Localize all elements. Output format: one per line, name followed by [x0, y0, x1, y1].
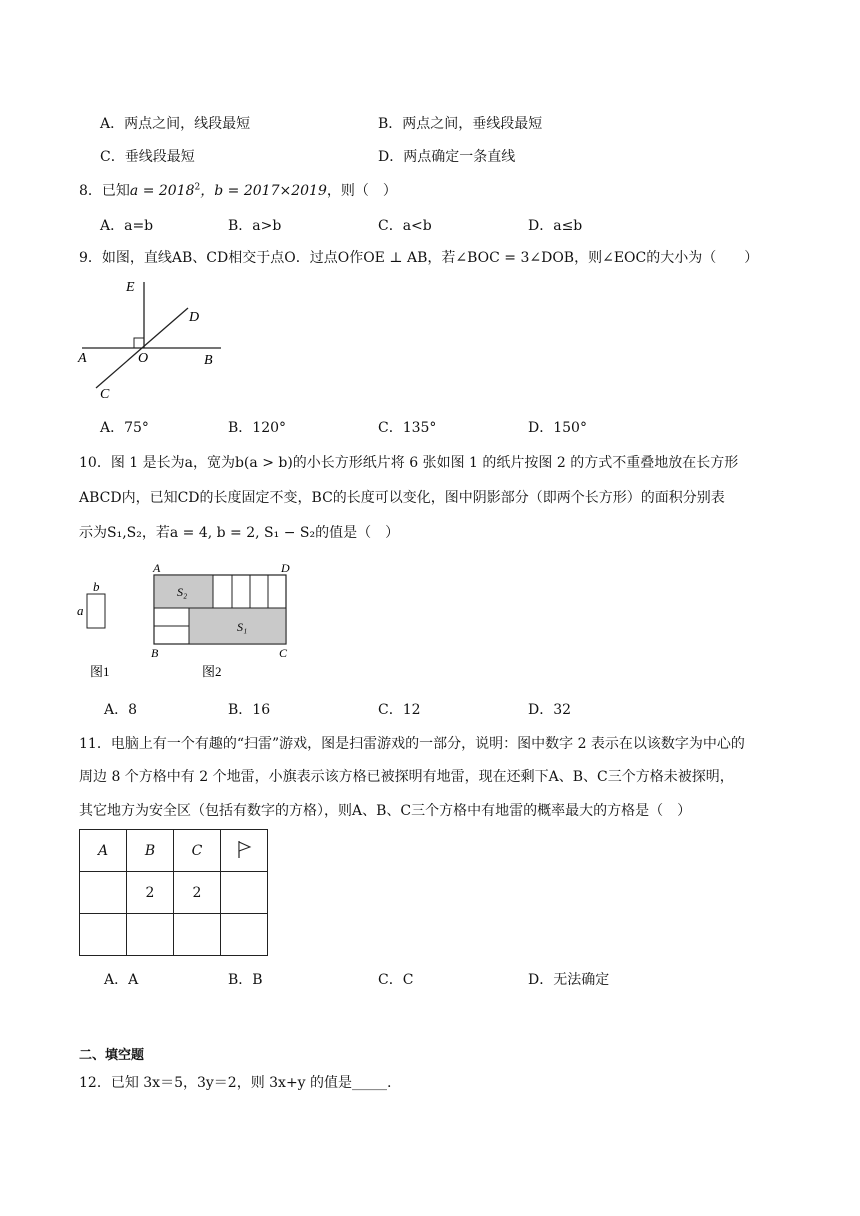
q8-option-c: C．a<b — [378, 218, 432, 234]
fig2-label-s1: S₁ — [237, 620, 248, 634]
label-c: C — [100, 387, 110, 402]
q9-option-c: C．135° — [378, 420, 437, 436]
q8-option-d: D．a≤b — [528, 218, 583, 234]
q11-option-c: C．C — [378, 972, 414, 988]
q11-stem-line2: 周边 8 个方格中有 2 个地雷，小旗表示该方格已被探明有地雷，现在还剩下A、B、C三个方格未被探明， — [79, 769, 734, 785]
fig2-label-s2: S₂ — [177, 585, 188, 599]
q9-option-d: D．150° — [528, 420, 587, 436]
q10-stem-line2: ABCD内，已知CD的长度固定不变，BC的长度可以变化，图中阴影部分（即两个长方形）的面积分别表 — [79, 490, 725, 506]
label-o: O — [138, 351, 149, 366]
grid-cell — [127, 914, 174, 956]
q9-option-a: A．75° — [100, 420, 149, 436]
q10-option-a: A．8 — [104, 702, 138, 718]
grid-cell-number: 2 — [174, 872, 221, 914]
q10-option-c: C．12 — [378, 702, 421, 718]
fig1-rect — [87, 594, 105, 628]
q8-stem: 8．已知$a = 2018^2$，b = 2017×2019，则（ ） — [79, 182, 397, 199]
grid-row — [80, 914, 268, 956]
q8-option-a: A．a=b — [100, 218, 154, 234]
q10-stem-line1: 10．图 1 是长为a，宽为b(a > b)的小长方形纸片将 6 张如图 1 的纸片按图 2 的方式不重叠地放在长方形 — [79, 455, 739, 471]
label-e: E — [126, 280, 135, 295]
grid-row — [80, 830, 268, 872]
q9-figure — [76, 278, 226, 403]
grid-cell — [80, 914, 127, 956]
fig2-label-b: B — [151, 646, 159, 660]
grid-cell-flag — [221, 830, 268, 872]
flag-icon — [236, 839, 252, 859]
q9-option-b: B．120° — [228, 420, 287, 436]
q10-figures — [74, 560, 304, 684]
q12-stem: 12．已知 3x＝5，3y＝2，则 3x+y 的值是_____. — [79, 1075, 392, 1091]
grid-cell-a: A — [80, 830, 127, 872]
q10-option-d: D．32 — [528, 702, 572, 718]
fig2-label-d: D — [281, 561, 290, 575]
q11-stem-line1: 11．电脑上有一个有趣的“扫雷”游戏，图是扫雷游戏的一部分，说明：图中数字 2 表示在以该数字为中心的 — [79, 736, 745, 752]
q7-option-c: C．垂线段最短 — [100, 149, 195, 165]
grid-cell — [174, 914, 221, 956]
fig2-caption: 图2 — [202, 664, 222, 679]
q11-option-d: D．无法确定 — [528, 972, 610, 988]
q10-stem-line3: 示为S₁,S₂，若a = 4, b = 2, S₁ − S₂的值是（ ） — [79, 525, 400, 541]
grid-cell-number: 2 — [127, 872, 174, 914]
q11-stem-line3: 其它地方为安全区（包括有数字的方格），则A、B、C三个方格中有地雷的概率最大的方格是（ ） — [79, 803, 692, 819]
fig2-label-c: C — [279, 646, 288, 660]
q11-option-b: B．B — [228, 972, 263, 988]
fig1-caption: 图1 — [90, 664, 110, 679]
q8-option-b: B．a>b — [228, 218, 282, 234]
grid-cell — [221, 914, 268, 956]
fig1-label-b: b — [93, 579, 100, 594]
q7-option-b: B．两点之间，垂线段最短 — [378, 116, 543, 132]
grid-cell-b: B — [127, 830, 174, 872]
q9-stem: 9．如图，直线AB、CD相交于点O．过点O作OE ⊥ AB，若∠BOC = 3∠DOB，则∠EOC的大小为（ ） — [79, 250, 759, 266]
label-b: B — [204, 353, 213, 368]
q10-option-b: B．16 — [228, 702, 271, 718]
section-title: 二、填空题 — [79, 1048, 145, 1063]
grid-row — [80, 872, 268, 914]
q7-option-d: D．两点确定一条直线 — [378, 149, 516, 165]
fig2-label-a: A — [153, 561, 161, 575]
grid-cell-c: C — [174, 830, 221, 872]
label-d: D — [189, 310, 200, 325]
q7-option-a: A．两点之间，线段最短 — [100, 116, 251, 132]
label-a: A — [78, 351, 87, 366]
fig1-label-a: a — [77, 603, 84, 618]
q11-option-a: A．A — [104, 972, 139, 988]
grid-cell — [80, 872, 127, 914]
grid-cell — [221, 872, 268, 914]
right-angle-mark — [134, 338, 144, 348]
minesweeper-grid — [79, 829, 268, 956]
